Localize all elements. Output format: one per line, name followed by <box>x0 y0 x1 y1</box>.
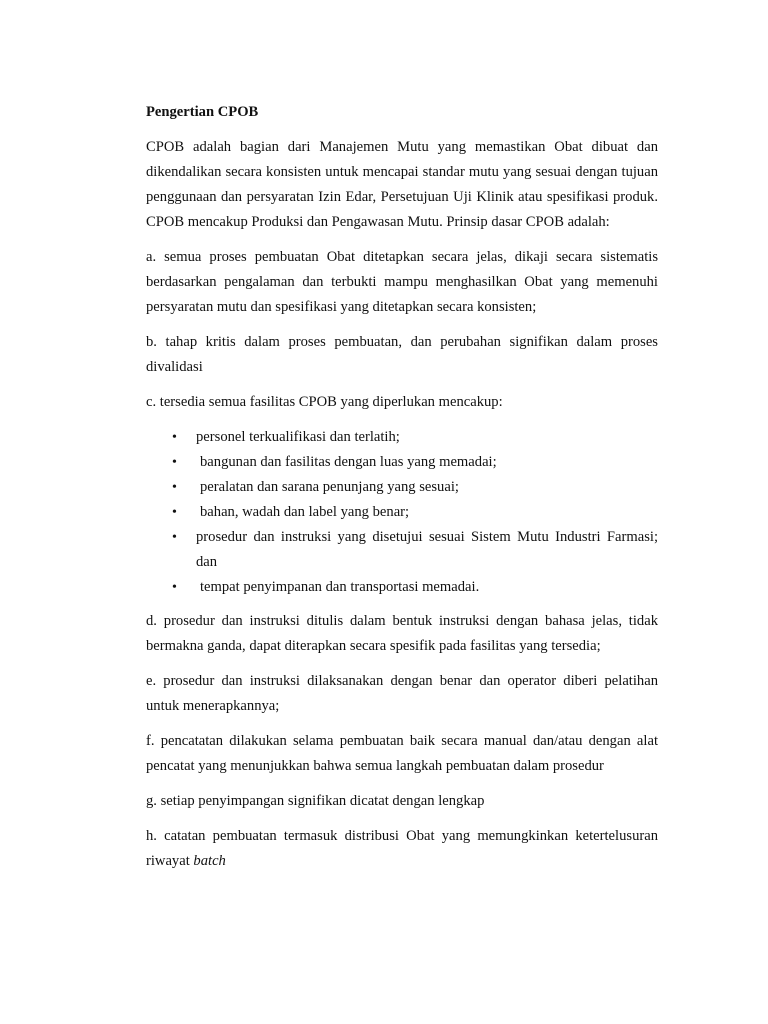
point-f-paragraph: f. pencatatan dilakukan selama pembuatan baik secara manual dan/atau dengan alat pencatat yang menunjukkan bahwa semua langkah pembuatan dalam prosedur <box>146 733 658 774</box>
point-b-paragraph: b. tahap kritis dalam proses pembuatan, dan perubahan signifikan dalam proses divalidasi <box>146 334 658 375</box>
point-a-paragraph: a. semua proses pembuatan Obat ditetapkan secara jelas, dikaji secara sistematis berdasarkan pengalaman dan terbukti mampu menghasilkan Obat yang memenuhi persyaratan mutu dan spesifikasi yang ditetapkan secara konsisten; <box>146 249 658 315</box>
bullet-icon: • <box>172 455 177 470</box>
bullet-text: peralatan dan sarana penunjang yang sesuai; <box>200 479 459 495</box>
point-d-paragraph: d. prosedur dan instruksi ditulis dalam bentuk instruksi dengan bahasa jelas, tidak bermakna ganda, dapat diterapkan secara spesifik pada fasilitas yang tersedia; <box>146 613 658 654</box>
bullet-icon: • <box>172 530 177 545</box>
bullet-icon: • <box>172 480 177 495</box>
point-e-paragraph: e. prosedur dan instruksi dilaksanakan dengan benar dan operator diberi pelatihan untuk menerapkannya; <box>146 673 658 714</box>
point-h-italic-term: batch <box>193 853 226 869</box>
bullet-text: prosedur dan instruksi yang disetujui sesuai Sistem Mutu Industri Farmasi; dan <box>196 529 658 570</box>
facility-bullet-list <box>146 425 658 600</box>
bullet-text: personel terkualifikasi dan terlatih; <box>196 429 400 445</box>
point-h-text: h. catatan pembuatan termasuk distribusi Obat yang memungkinkan ketertelusuran riwayat <box>146 828 658 869</box>
intro-paragraph: CPOB adalah bagian dari Manajemen Mutu yang memastikan Obat dibuat dan dikendalikan secara konsisten untuk mencapai standar mutu yang sesuai dengan tujuan penggunaan dan persyaratan Izin Edar, Persetujuan Uji Klinik atau spesifikasi produk. CPOB mencakup Produksi dan Pengawasan Mutu. Prinsip dasar CPOB adalah: <box>146 139 658 230</box>
document-heading: Pengertian CPOB <box>146 104 259 120</box>
point-g-paragraph: g. setiap penyimpangan signifikan dicatat dengan lengkap <box>146 793 485 809</box>
bullet-icon: • <box>172 505 177 520</box>
bullet-icon: • <box>172 430 177 445</box>
point-h-paragraph <box>146 824 658 874</box>
bullet-item <box>146 425 658 450</box>
bullet-item <box>146 525 658 575</box>
bullet-item <box>146 450 658 475</box>
bullet-text: tempat penyimpanan dan transportasi memadai. <box>200 579 480 595</box>
bullet-text: bahan, wadah dan label yang benar; <box>200 504 410 520</box>
bullet-item <box>146 575 658 600</box>
bullet-item <box>146 500 658 525</box>
bullet-item <box>146 475 658 500</box>
bullet-icon: • <box>172 580 177 595</box>
document-page <box>146 100 658 884</box>
bullet-text: bangunan dan fasilitas dengan luas yang memadai; <box>200 454 497 470</box>
point-c-paragraph: c. tersedia semua fasilitas CPOB yang diperlukan mencakup: <box>146 394 503 410</box>
